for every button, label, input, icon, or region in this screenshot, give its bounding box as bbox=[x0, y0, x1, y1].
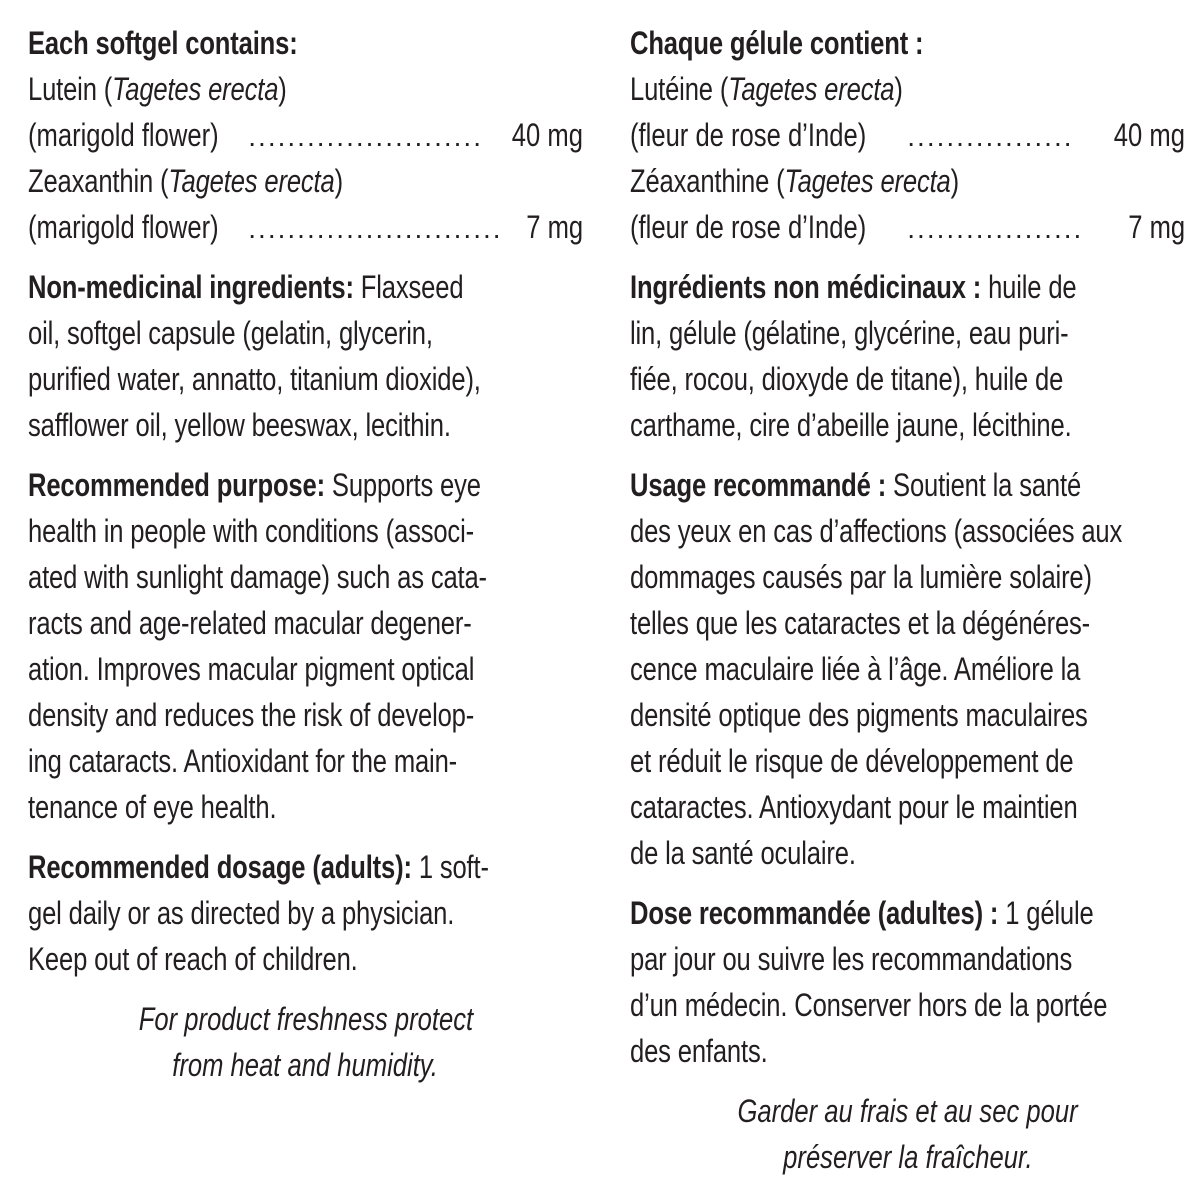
contains-heading: Chaque gélule contient : bbox=[630, 25, 924, 61]
purpose-line: density and reduces the risk of develop- bbox=[28, 697, 475, 733]
purpose-line: cence maculaire liée à l’âge. Améliore la bbox=[630, 651, 1081, 687]
ingredient-zeaxanthin-amount-row bbox=[28, 204, 583, 250]
purpose-line: densité optique des pigments maculaires bbox=[630, 697, 1088, 733]
leader-dots: .................. bbox=[907, 213, 1084, 244]
freshness-note: Garder au frais et au sec pour bbox=[737, 1093, 1078, 1129]
latin-name: Tagetes erecta bbox=[728, 71, 895, 107]
ingredient-source: (marigold flower) bbox=[28, 117, 219, 153]
dosage-line: Keep out of reach of children. bbox=[28, 941, 358, 977]
nonmed-line: safflower oil, yellow beeswax, lecithin. bbox=[28, 407, 451, 443]
purpose-line: de la santé oculaire. bbox=[630, 835, 856, 871]
ingredient-lutein-amount-row bbox=[28, 112, 583, 158]
purpose-line: Usage recommandé : Soutient la santé bbox=[630, 467, 1082, 503]
dosage-line: par jour ou suivre les recommandations bbox=[630, 941, 1073, 977]
latin-name: Tagetes erecta bbox=[168, 163, 335, 199]
purpose-line: et réduit le risque de développement de bbox=[630, 743, 1074, 779]
nonmed-line: Ingrédients non médicinaux : huile de bbox=[630, 269, 1077, 305]
dosage-line: des enfants. bbox=[630, 1033, 768, 1069]
contains-heading: Each softgel contains: bbox=[28, 25, 298, 61]
freshness-note: For product freshness protect bbox=[138, 1001, 473, 1037]
purpose-line: ated with sunlight damage) such as cata- bbox=[28, 559, 487, 595]
purpose-line: cataractes. Antioxydant pour le maintien bbox=[630, 789, 1078, 825]
purpose-label: Recommended purpose: bbox=[28, 467, 325, 503]
nonmed-label: Non-medicinal ingredients: bbox=[28, 269, 354, 305]
nonmed-line: lin, gélule (gélatine, glycérine, eau puri- bbox=[630, 315, 1069, 351]
nonmed-line: carthame, cire d’abeille jaune, lécithine. bbox=[630, 407, 1072, 443]
ingredient-source: (fleur de rose d’Inde) bbox=[630, 209, 867, 245]
dosage-label: Dose recommandée (adultes) : bbox=[630, 895, 999, 931]
french-column bbox=[630, 20, 1185, 1180]
purpose-line: dommages causés par la lumière solaire) bbox=[630, 559, 1092, 595]
latin-name: Tagetes erecta bbox=[112, 71, 279, 107]
purpose-line: telles que les cataractes et la dégénéres- bbox=[630, 605, 1091, 641]
ingredient-source: (marigold flower) bbox=[28, 209, 219, 245]
freshness-note: from heat and humidity. bbox=[172, 1047, 439, 1083]
leader-dots: ................. bbox=[907, 121, 1074, 152]
nonmed-line: fiée, rocou, dioxyde de titane), huile de bbox=[630, 361, 1064, 397]
ingredient-amount: 40 mg bbox=[511, 117, 583, 153]
ingredient-zeaxanthin-amount-row bbox=[630, 204, 1185, 250]
ingredient-zeaxanthin-name: Zéaxanthine (Tagetes erecta) bbox=[630, 163, 960, 199]
dosage-line: gel daily or as directed by a physician. bbox=[28, 895, 455, 931]
purpose-line: Recommended purpose: Supports eye bbox=[28, 467, 481, 503]
nonmed-line: oil, softgel capsule (gelatin, glycerin, bbox=[28, 315, 433, 351]
purpose-line: des yeux en cas d’affections (associées aux bbox=[630, 513, 1123, 549]
dosage-line: d’un médecin. Conserver hors de la portée bbox=[630, 987, 1108, 1023]
dosage-line: Dose recommandée (adultes) : 1 gélule bbox=[630, 895, 1094, 931]
nonmed-line: purified water, annatto, titanium dioxide), bbox=[28, 361, 481, 397]
ingredient-amount: 7 mg bbox=[1128, 209, 1185, 245]
leader-dots: ........................ bbox=[248, 121, 483, 152]
leader-dots: .......................... bbox=[248, 213, 503, 244]
ingredient-amount: 7 mg bbox=[526, 209, 583, 245]
ingredient-amount: 40 mg bbox=[1113, 117, 1185, 153]
ingredient-lutein-name: Lutéine (Tagetes erecta) bbox=[630, 71, 903, 107]
english-column bbox=[28, 20, 583, 1088]
ingredient-lutein-amount-row bbox=[630, 112, 1185, 158]
nonmed-label: Ingrédients non médicinaux : bbox=[630, 269, 982, 305]
freshness-note: préserver la fraîcheur. bbox=[782, 1139, 1033, 1175]
purpose-line: racts and age-related macular degener- bbox=[28, 605, 472, 641]
dosage-line: Recommended dosage (adults): 1 soft- bbox=[28, 849, 489, 885]
purpose-line: ation. Improves macular pigment optical bbox=[28, 651, 475, 687]
purpose-line: tenance of eye health. bbox=[28, 789, 277, 825]
nonmed-line: Non-medicinal ingredients: Flaxseed bbox=[28, 269, 464, 305]
ingredient-zeaxanthin-name: Zeaxanthin (Tagetes erecta) bbox=[28, 163, 343, 199]
dosage-label: Recommended dosage (adults): bbox=[28, 849, 412, 885]
ingredient-lutein-name: Lutein (Tagetes erecta) bbox=[28, 71, 287, 107]
purpose-line: health in people with conditions (associ- bbox=[28, 513, 474, 549]
purpose-label: Usage recommandé : bbox=[630, 467, 887, 503]
latin-name: Tagetes erecta bbox=[784, 163, 951, 199]
ingredient-source: (fleur de rose d’Inde) bbox=[630, 117, 867, 153]
purpose-line: ing cataracts. Antioxidant for the main- bbox=[28, 743, 458, 779]
